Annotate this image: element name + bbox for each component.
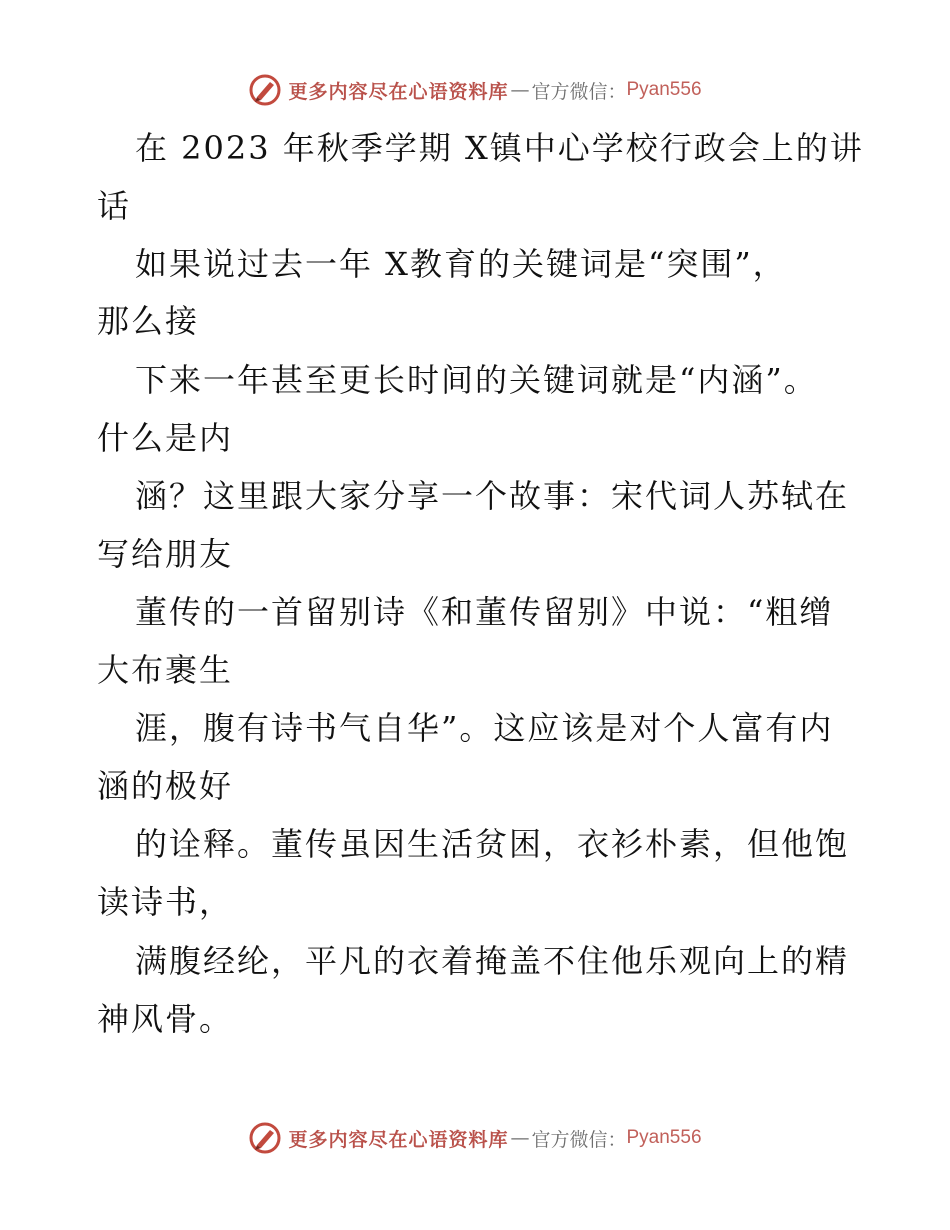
banner-wechat-id: Pyan556 <box>626 79 702 100</box>
text-line: 下来一年甚至更长时间的关键词就是“内涵”。 <box>135 361 818 399</box>
footer-banner <box>0 1118 950 1158</box>
pen-logo-icon <box>248 1121 282 1155</box>
text-line: 涯，腹有诗书气自华”。这应该是对个人富有内 <box>135 709 834 747</box>
banner-wechat-label: 官方微信： <box>531 1128 627 1151</box>
text-line: 满腹经纶，平凡的衣着掩盖不住他乐观向上的精 <box>135 942 850 980</box>
text-line: 如果说过去一年 X教育的关键词是“突围”， <box>135 245 787 283</box>
text-line: 话 <box>97 187 132 225</box>
text-line: 涵的极好 <box>97 767 234 805</box>
banner-site-text: 更多内容尽在心语资料库 <box>288 80 509 103</box>
banner-wechat-label: 官方微信： <box>531 80 627 103</box>
text-line: 写给朋友 <box>97 535 234 573</box>
header-banner <box>0 70 950 110</box>
banner-site-text: 更多内容尽在心语资料库 <box>288 1128 509 1151</box>
text-line: 什么是内 <box>97 419 234 457</box>
banner-wechat-id: Pyan556 <box>626 1127 702 1148</box>
text-line: 神风骨。 <box>97 1000 234 1038</box>
text-line: 那么接 <box>97 302 200 340</box>
banner-dash: — <box>510 1127 530 1149</box>
text-line: 在 2023 年秋季学期 X镇中心学校行政会上的讲 <box>135 129 864 167</box>
text-line: 董传的一首留别诗《和董传留别》中说：“粗缯 <box>135 593 834 631</box>
text-line: 的诠释。董传虽因生活贫困，衣衫朴素，但他饱 <box>135 825 850 863</box>
banner-dash: — <box>510 79 530 101</box>
text-line: 大布裹生 <box>97 651 234 689</box>
text-line: 读诗书， <box>97 883 234 921</box>
text-line: 涵？这里跟大家分享一个故事：宋代词人苏轼在 <box>135 477 850 515</box>
pen-logo-icon <box>248 73 282 107</box>
